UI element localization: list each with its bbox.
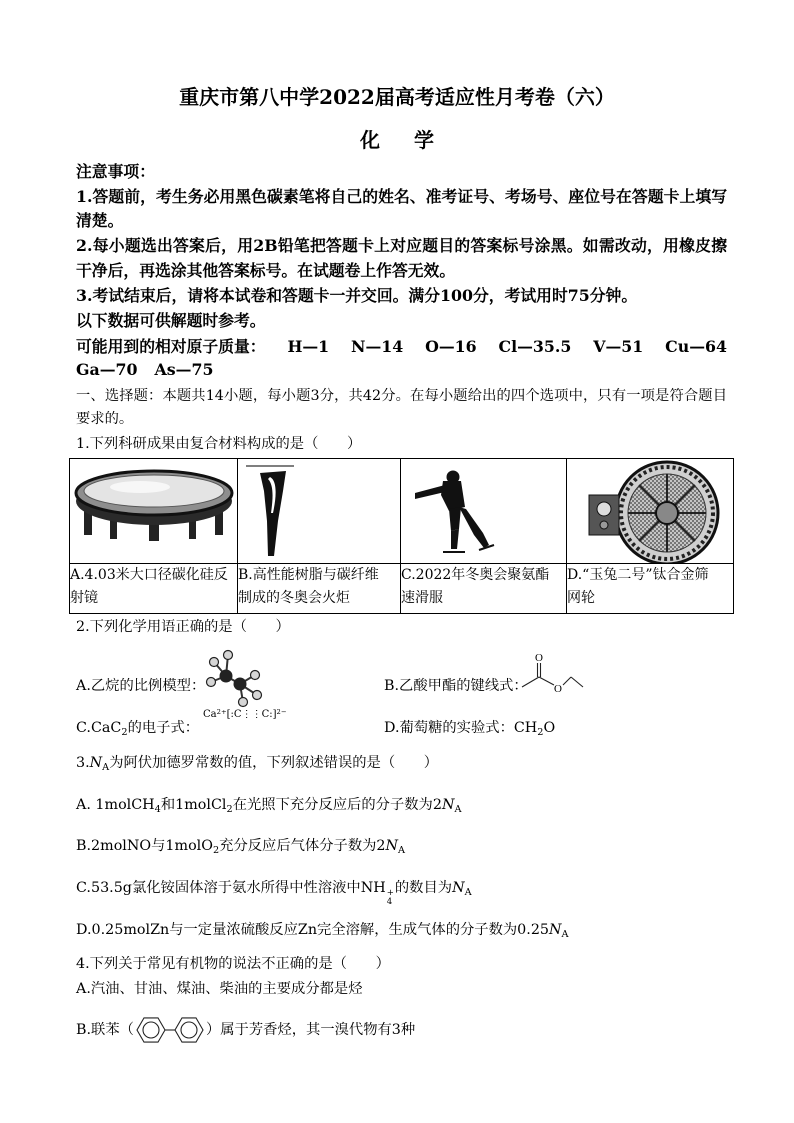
question-3-option-a [76, 795, 462, 815]
text-run: [:C⋮⋮C:] [226, 709, 277, 720]
torch-photo [238, 459, 400, 563]
hydrogen-atom [253, 691, 262, 700]
question-4-stem: 4.下列关于常见有机物的说法不正确的是（ ） [76, 956, 390, 972]
notice-line: 2.每小题选出答案后，用2B铅笔把答题卡上对应题目的答案标号涂黑。如需改动，用橡皮擦 [76, 236, 727, 255]
text-run: A.乙烷的比例模型： [76, 678, 206, 694]
text-run: 在光照下充分反应后的分子数为2 [232, 797, 442, 813]
question-4-option-a: A.汽油、甘油、煤油、柴油的主要成分都是烃 [76, 981, 363, 997]
question-2-option-a [76, 676, 205, 696]
italic-symbol: N [549, 922, 562, 938]
ion-count-subscript: 4 [386, 897, 393, 907]
hydrogen-atoms [207, 651, 262, 707]
carbon-atom [220, 670, 233, 683]
mechanism-joint [597, 502, 611, 516]
subscript: 2 [226, 803, 233, 815]
notice-line: 清楚。 [76, 211, 124, 230]
atomic-mass-value: Ga—70 [76, 360, 138, 379]
subscript: A [454, 803, 462, 815]
question-2-option-b [384, 676, 528, 696]
wheel-hub [656, 502, 678, 524]
text-run: D.葡萄糖的实验式：CH [384, 720, 538, 736]
italic-symbol: N [89, 755, 103, 771]
text-run: 为阿伏加德罗常数的值，下列叙述错误的是（ ） [109, 755, 439, 771]
skeletal-bonds [522, 663, 583, 687]
caption-line: 射镜 [70, 590, 98, 606]
ion-charge-superscript: + [386, 888, 394, 899]
option-c-caption [401, 564, 567, 614]
caption-line: 制成的冬奥会火炬 [238, 590, 350, 606]
atomic-mass-value: V—51 [593, 337, 644, 356]
aromatic-circle [143, 1022, 159, 1038]
atomic-mass-value: Cl—35.5 [498, 337, 572, 356]
atomic-mass-value: As—75 [154, 360, 214, 379]
caption-line: A.4.03米大口径碳化硅反 [70, 567, 228, 583]
reflector-mirror-photo [70, 459, 237, 563]
caption-line: D.“玉兔二号”钛合金筛 [567, 567, 709, 583]
subscript: 4 [154, 803, 161, 815]
notice-line: 干净后，再选涂其他答案标号。在试题卷上作答无效。 [76, 261, 456, 280]
superscript: 2+ [216, 707, 227, 716]
oxygen-label: O [554, 683, 562, 695]
subscript: A [561, 928, 569, 940]
text-run: A. 1molCH [76, 797, 155, 813]
question-1-options-table [69, 458, 734, 614]
hydrogen-atom [251, 671, 260, 680]
bond [539, 677, 554, 685]
exam-title: 重庆市第八中学2022届高考适应性月考卷（六） [179, 85, 615, 109]
text-run: C.CaC [76, 720, 122, 736]
rover-wheel-photo [567, 459, 733, 563]
caption-line: 网轮 [567, 590, 595, 606]
italic-symbol: N [452, 880, 465, 896]
option-d-image-cell [567, 459, 734, 564]
speed-skater-photo [401, 459, 566, 563]
text-run: O [543, 720, 556, 736]
option-b-image-cell [238, 459, 401, 564]
carbon-atom [234, 678, 247, 691]
atomic-mass-row [76, 337, 727, 357]
question-2-option-d [384, 718, 555, 738]
caption-line: C.2022年冬奥会聚氨酯 [401, 567, 550, 583]
atomic-mass-row [76, 360, 213, 380]
text-run: B.2molNO与1molO [76, 838, 213, 854]
subscript: A [398, 844, 406, 856]
option-b-caption [238, 564, 401, 614]
subscript: 2 [537, 726, 544, 738]
options-image-row [70, 459, 734, 564]
skater-figure [415, 471, 489, 550]
skater-arm [415, 485, 445, 499]
mechanism-joint [600, 521, 608, 529]
text-run: C.53.5g氯化铵固体溶于氨水所得中性溶液中NH [76, 880, 386, 896]
text-run: D.0.25molZn与一定量浓硫酸反应Zn完全溶解，生成气体的分子数为0.25 [76, 922, 550, 938]
skater-thigh [449, 507, 461, 531]
option-text: ）属于芳香烃，其一溴代物有3种 [205, 1022, 416, 1038]
text-run: B.乙酸甲酯的键线式： [384, 678, 528, 694]
biphenyl-structure [134, 1013, 206, 1047]
text-run: 充分反应后气体分子数为2 [219, 838, 386, 854]
question-2-stem: 2.下列化学用语正确的是（ ） [76, 619, 290, 635]
text-run: Ca [203, 709, 217, 720]
text-run: 和1molCl [160, 797, 227, 813]
atomic-mass-value: N—14 [351, 337, 404, 356]
mirror-reflection [110, 481, 170, 493]
atomic-mass-value: H—1 [287, 337, 330, 356]
atomic-mass-value: Cu—64 [665, 337, 727, 356]
caption-line: B.高性能树脂与碳纤维 [238, 567, 379, 583]
bond [571, 677, 583, 687]
aromatic-circle [181, 1022, 197, 1038]
atomic-mass-value: O—16 [425, 337, 477, 356]
question-3-option-c [76, 878, 472, 907]
notice-heading: 注意事项： [76, 162, 155, 181]
skater-shin [451, 529, 459, 549]
subscript: 2 [212, 844, 220, 856]
section-instruction: 一、选择题：本题共14小题，每小题3分，共42分。在每小题给出的四个选项中，只有一项是符合题目 [76, 388, 727, 404]
text-run: 3. [76, 755, 90, 771]
option-text: B.联苯（ [76, 1022, 134, 1038]
hydrogen-atom [210, 658, 219, 667]
ethane-ball-stick-model [200, 646, 266, 710]
option-d-caption [567, 564, 734, 614]
option-a-caption [70, 564, 238, 614]
notice-line: 3.考试结束后，请将本试卷和答题卡一并交回。满分100分，考试用时75分钟。 [76, 286, 638, 305]
ester-skeletal-formula [518, 650, 586, 698]
hydrogen-atom [207, 678, 216, 687]
hydrogen-atom [224, 651, 233, 660]
subscript: 2 [121, 726, 128, 738]
benzene-rings [137, 1018, 203, 1042]
italic-symbol: N [385, 838, 399, 854]
italic-symbol: N [441, 797, 455, 813]
question-3-stem [76, 753, 438, 773]
notice-line: 1.答题前，考生务必用黑色碳素笔将自己的姓名、准考证号、考场号、座位号在答题卡上填写 [76, 187, 727, 206]
skater-back-leg [459, 507, 489, 548]
superscript: 2− [276, 707, 287, 716]
text-run: 的数目为 [394, 880, 453, 896]
option-c-image-cell [401, 459, 567, 564]
section-instruction: 要求的。 [76, 411, 134, 427]
hydrogen-atom [239, 698, 248, 707]
ion-notation [387, 889, 394, 906]
atomic-mass-label: 可能用到的相对原子质量： [76, 337, 266, 356]
notice-line: 以下数据可供解题时参考。 [76, 311, 266, 330]
options-caption-row [70, 564, 734, 614]
question-1-stem: 1.下列科研成果由复合材料构成的是（ ） [76, 436, 362, 452]
subscript: A [464, 886, 472, 898]
question-3-option-b [76, 836, 405, 856]
oxygen-label: O [535, 652, 543, 664]
text-run: 的电子式： [127, 720, 200, 736]
subscript: A [102, 761, 110, 773]
option-a-image-cell [70, 459, 238, 564]
cac2-electron-formula [203, 709, 287, 721]
question-3-option-d [76, 920, 569, 940]
caption-line: 速滑服 [401, 590, 443, 606]
question-2-option-c [76, 718, 199, 738]
bond [563, 677, 571, 685]
bond [522, 677, 539, 687]
question-4-option-b [76, 1013, 415, 1047]
subject-title: 化 学 [360, 128, 441, 152]
